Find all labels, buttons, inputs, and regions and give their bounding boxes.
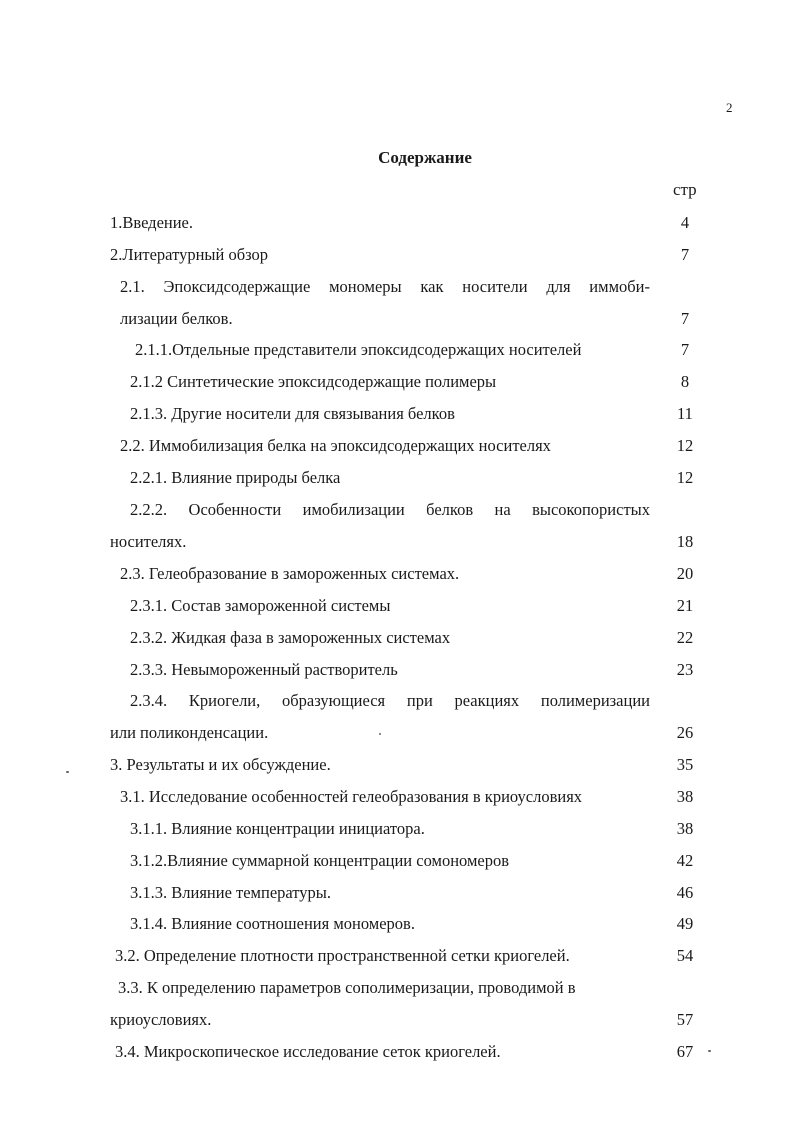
toc-entry-page: 67 — [676, 1042, 694, 1061]
toc-entry-text: 3.4. Микроскопическое исследование сеток криогелей. — [115, 1042, 501, 1061]
toc-entry-text: 2.1.2 Синтетические эпоксидсодержащие полимеры — [130, 372, 497, 391]
toc-entry-page: 35 — [676, 755, 694, 774]
toc-entry-page: 7 — [680, 245, 690, 264]
toc-entry-text: 3.3. К определению параметров сополимеризации, проводимой в — [118, 978, 576, 997]
toc-entry-page: 12 — [676, 468, 694, 487]
toc-entry-text: 3.1. Исследование особенностей гелеобразования в криоусловиях — [120, 787, 583, 806]
toc-entry-text: 3.1.1. Влияние концентрации инициатора. — [130, 819, 425, 838]
toc-entry-text: 2.3.3. Невымороженный растворитель — [130, 660, 398, 679]
toc-entry-text: 2.3. Гелеобразование в замороженных системах. — [120, 564, 460, 583]
toc-entry-page: 38 — [676, 819, 694, 838]
toc-entry-text: 3. Результаты и их обсуждение. — [110, 755, 331, 774]
page-column-header: стр — [673, 180, 697, 199]
toc-entry-page: 26 — [676, 723, 694, 742]
toc-entry-text: 3.1.3. Влияние температуры. — [130, 883, 331, 902]
page-number: 2 — [726, 100, 733, 115]
toc-entry-text: 3.2. Определение плотности пространственной сетки криогелей. — [115, 946, 570, 965]
toc-entry-text: 2.1. Эпоксидсодержащие мономеры как носители для иммоби- — [120, 277, 650, 296]
toc-entry-page: 49 — [676, 914, 694, 933]
toc-entry-page: 23 — [676, 660, 694, 679]
toc-entry-page: 54 — [676, 946, 694, 965]
scan-speck — [708, 1050, 711, 1052]
scan-speck — [379, 733, 381, 735]
toc-entry-text: 2.3.1. Состав замороженной системы — [130, 596, 391, 615]
toc-entry-page: 8 — [680, 372, 690, 391]
toc-entry-page: 22 — [676, 628, 694, 647]
toc-entry-page: 4 — [680, 213, 690, 232]
toc-entry-text: 3.1.4. Влияние соотношения мономеров. — [130, 914, 415, 933]
toc-entry-page: 7 — [680, 340, 690, 359]
toc-entry-page: 57 — [676, 1010, 694, 1029]
toc-entry-page: 21 — [676, 596, 694, 615]
toc-entry-text: 2.3.2. Жидкая фаза в замороженных системах — [130, 628, 451, 647]
toc-entry-text: 2.1.3. Другие носители для связывания белков — [130, 404, 455, 423]
toc-entry-page: 42 — [676, 851, 694, 870]
toc-entry-continuation: лизации белков. — [120, 309, 233, 328]
toc-entry-continuation: или поликонденсации. — [110, 723, 269, 742]
toc-entry-page: 7 — [680, 309, 690, 328]
toc-entry-continuation: криоусловиях. — [110, 1010, 212, 1029]
toc-entry-text: 2.2.1. Влияние природы белка — [130, 468, 341, 487]
toc-entry-page: 46 — [676, 883, 694, 902]
toc-entry-page: 38 — [676, 787, 694, 806]
toc-entry-text: 3.1.2.Влияние суммарной концентрации сомономеров — [130, 851, 510, 870]
toc-entry-continuation: носителях. — [110, 532, 187, 551]
scan-speck — [66, 771, 69, 773]
toc-entry-text: 2.1.1.Отдельные представители эпоксидсодержащих носителей — [135, 340, 582, 359]
toc-entry-page: 20 — [676, 564, 694, 583]
toc-entry-text: 2.2. Иммобилизация белка на эпоксидсодержащих носителях — [120, 436, 551, 455]
toc-entry-text: 2.3.4. Криогели, образующиеся при реакциях полимеризации — [130, 691, 650, 710]
toc-entry-text: 1.Введение. — [110, 213, 194, 232]
toc-entry-text: 2.Литературный обзор — [110, 245, 269, 264]
toc-entry-page: 11 — [677, 404, 693, 423]
page-title: Содержание — [378, 148, 472, 167]
toc-entry-page: 12 — [676, 436, 694, 455]
toc-entry-text: 2.2.2. Особенности имобилизации белков на высокопористых — [130, 500, 650, 519]
toc-entry-page: 18 — [676, 532, 694, 551]
